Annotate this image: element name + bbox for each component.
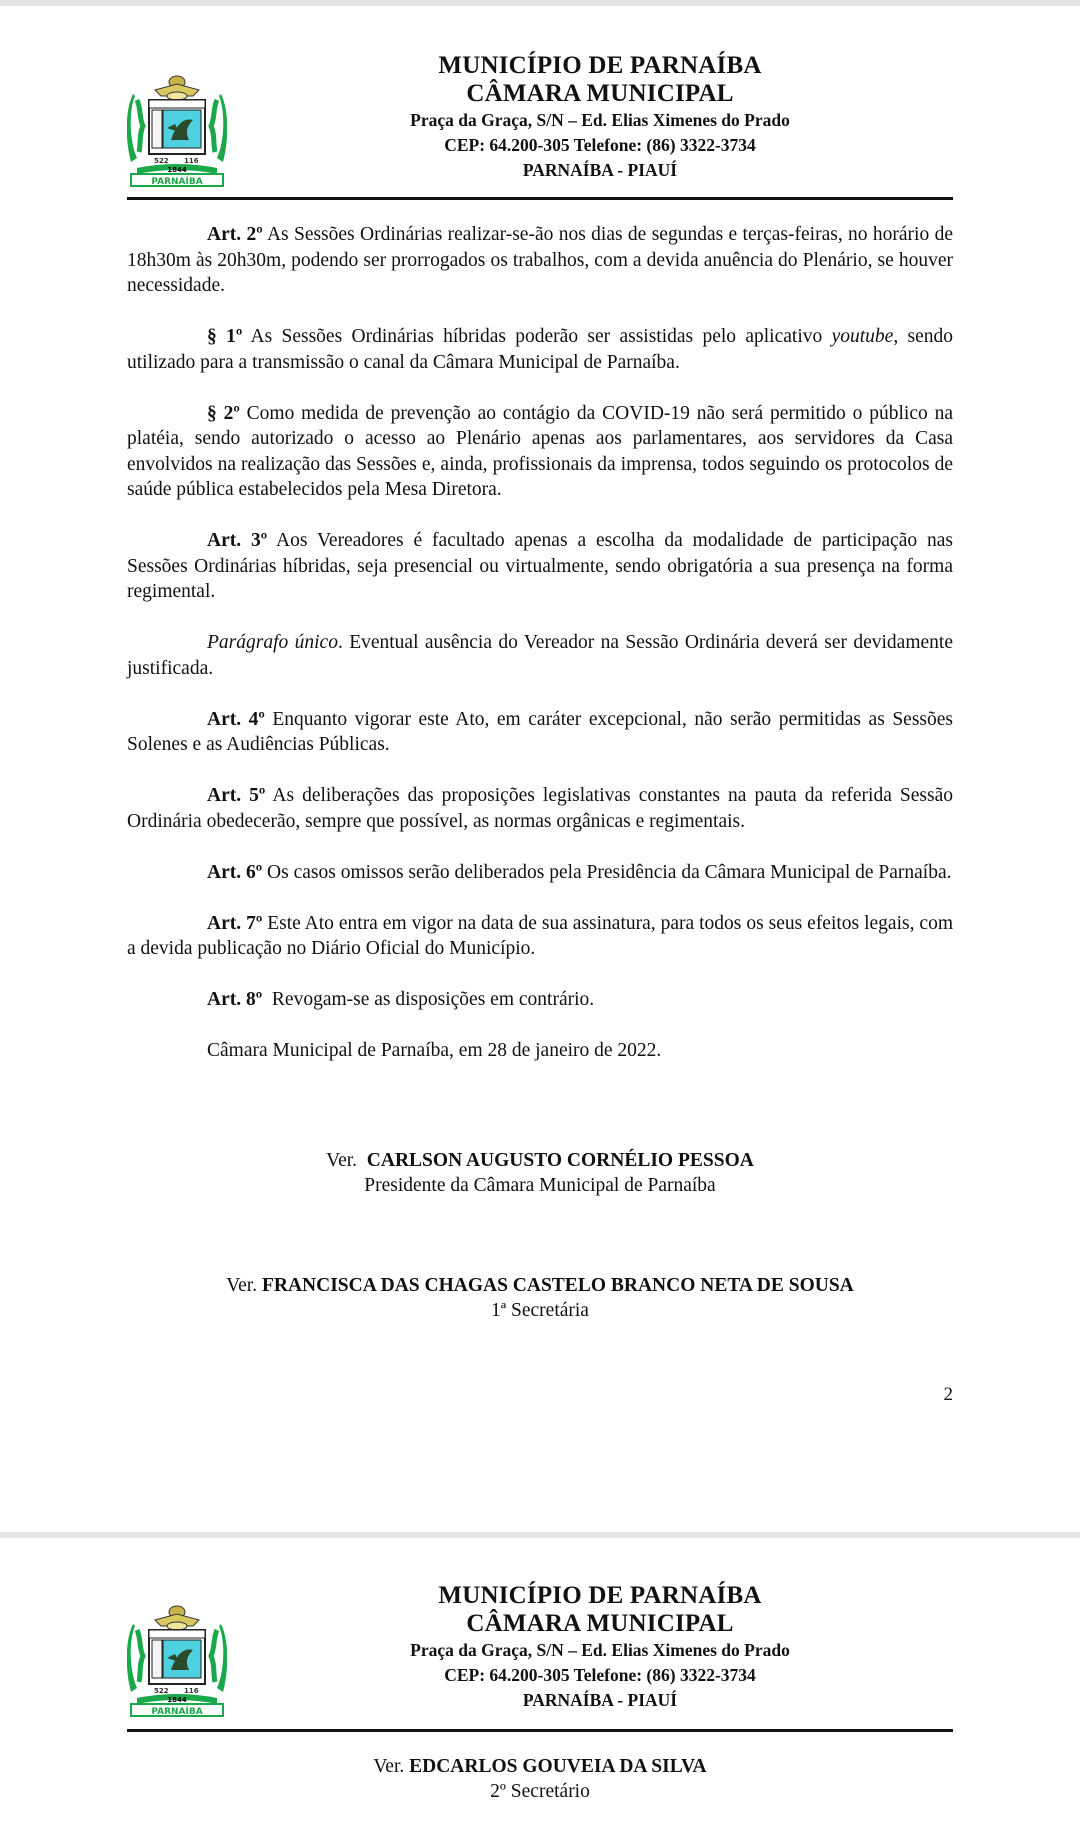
city-state-line: PARNAÍBA - PIAUÍ bbox=[522, 1690, 678, 1710]
signer-name: EDCARLOS GOUVEIA DA SILVA bbox=[409, 1756, 707, 1777]
letterhead bbox=[127, 52, 953, 192]
svg-text:PARNAÍBA: PARNAÍBA bbox=[151, 1707, 203, 1717]
header-divider bbox=[127, 1729, 953, 1732]
chamber-title: CÂMARA MUNICIPAL bbox=[466, 80, 734, 107]
svg-text:1844: 1844 bbox=[167, 1696, 187, 1704]
svg-text:PARNAÍBA: PARNAÍBA bbox=[151, 177, 203, 187]
letterhead-page-3 bbox=[127, 1582, 953, 1722]
signer-name: CARLSON AUGUSTO CORNÉLIO PESSOA bbox=[366, 1150, 754, 1171]
signature-president: Ver. CARLSON AUGUSTO CORNÉLIO PESSOA Presidente da Câmara Municipal de Parnaíba bbox=[127, 1148, 953, 1198]
document-body bbox=[127, 222, 953, 1064]
article-8: Art. 8º Revogam-se as disposições em contrário. bbox=[207, 989, 595, 1010]
article-5: Art. 5º As deliberações das proposições legislativas constantes na pauta da referida Sessão Ordinária obedecerão, sempre que possível, as normas orgânicas e regimentais. bbox=[127, 785, 954, 832]
page-number: 2 bbox=[943, 1384, 953, 1405]
contact-line: CEP: 64.200-305 Telefone: (86) 3322-3734 bbox=[444, 135, 756, 155]
address-line: Praça da Graça, S/N – Ed. Elias Ximenes do Prado bbox=[410, 110, 790, 130]
article-7: Art. 7º Este Ato entra em vigor na data de sua assinatura, para todos os seus efeitos legais, com a devida publicação no Diário Oficial do Município. bbox=[127, 912, 953, 959]
header-divider bbox=[127, 197, 953, 200]
signer-role: 2º Secretário bbox=[490, 1781, 590, 1802]
municipality-title: MUNICÍPIO DE PARNAÍBA bbox=[438, 52, 762, 79]
signature-second-secretary: Ver. EDCARLOS GOUVEIA DA SILVA 2º Secretário bbox=[127, 1754, 953, 1804]
page-break bbox=[0, 1532, 1080, 1538]
paragraph-2: § 2º Como medida de prevenção ao contágio da COVID-19 não será permitido o público na platéia, sendo autorizado o acesso ao Plenário apenas aos parlamentares, aos servidores da Casa envolvidos na realização das Sessões e, ainda, profissionais da imprensa, todos seguindo os protocolos de saúde pública estabelecidos pela Mesa Diretora. bbox=[127, 402, 954, 500]
signer-role: Presidente da Câmara Municipal de Parnaíba bbox=[364, 1175, 716, 1196]
chamber-title: CÂMARA MUNICIPAL bbox=[466, 1610, 734, 1637]
article-4: Art. 4º Enquanto vigorar este Ato, em caráter excepcional, não serão permitidas as Sessões Solenes e as Audiências Públicas. bbox=[127, 708, 953, 755]
page-top-border bbox=[0, 0, 1080, 6]
letterhead-titles bbox=[247, 1582, 953, 1713]
svg-text:522: 522 bbox=[154, 157, 169, 165]
municipal-coat-of-arms-icon bbox=[127, 70, 227, 188]
letterhead-titles bbox=[247, 52, 953, 183]
svg-text:1844: 1844 bbox=[167, 166, 187, 174]
svg-text:116: 116 bbox=[184, 1687, 199, 1695]
article-6: Art. 6º Os casos omissos serão deliberados pela Presidência da Câmara Municipal de Parnaíba. bbox=[207, 861, 952, 883]
sole-paragraph: Parágrafo único. Eventual ausência do Vereador na Sessão Ordinária deverá ser devidamente justificada. bbox=[127, 632, 953, 679]
date-line: Câmara Municipal de Parnaíba, em 28 de janeiro de 2022. bbox=[207, 1040, 662, 1061]
paragraph-1: § 1º As Sessões Ordinárias híbridas poderão ser assistidas pelo aplicativo youtube, sendo utilizado para a transmissão o canal da Câmara Municipal de Parnaíba. bbox=[127, 326, 954, 373]
address-line: Praça da Graça, S/N – Ed. Elias Ximenes do Prado bbox=[410, 1640, 790, 1660]
article-2: Art. 2º As Sessões Ordinárias realizar-se-ão nos dias de segundas e terças-feiras, no horário de 18h30m às 20h30m, podendo ser prorrogados os trabalhos, com a devida anuência do Plenário, se houver necessidade. bbox=[127, 224, 953, 296]
signer-name: FRANCISCA DAS CHAGAS CASTELO BRANCO NETA DE SOUSA bbox=[261, 1275, 854, 1296]
svg-text:522: 522 bbox=[154, 1687, 169, 1695]
svg-text:116: 116 bbox=[184, 157, 199, 165]
city-state-line: PARNAÍBA - PIAUÍ bbox=[522, 160, 678, 180]
municipal-coat-of-arms-icon bbox=[127, 1600, 227, 1718]
municipality-title: MUNICÍPIO DE PARNAÍBA bbox=[438, 1582, 762, 1609]
article-3: Art. 3º Aos Vereadores é facultado apenas a escolha da modalidade de participação nas Sessões Ordinárias híbridas, seja presencial ou virtualmente, sendo obrigatória a sua presença na forma regimental. bbox=[127, 530, 953, 602]
contact-line: CEP: 64.200-305 Telefone: (86) 3322-3734 bbox=[444, 1665, 756, 1685]
signature-first-secretary: Ver. FRANCISCA DAS CHAGAS CASTELO BRANCO NETA DE SOUSA 1ª Secretária bbox=[127, 1273, 953, 1323]
signer-role: 1ª Secretária bbox=[491, 1300, 589, 1321]
